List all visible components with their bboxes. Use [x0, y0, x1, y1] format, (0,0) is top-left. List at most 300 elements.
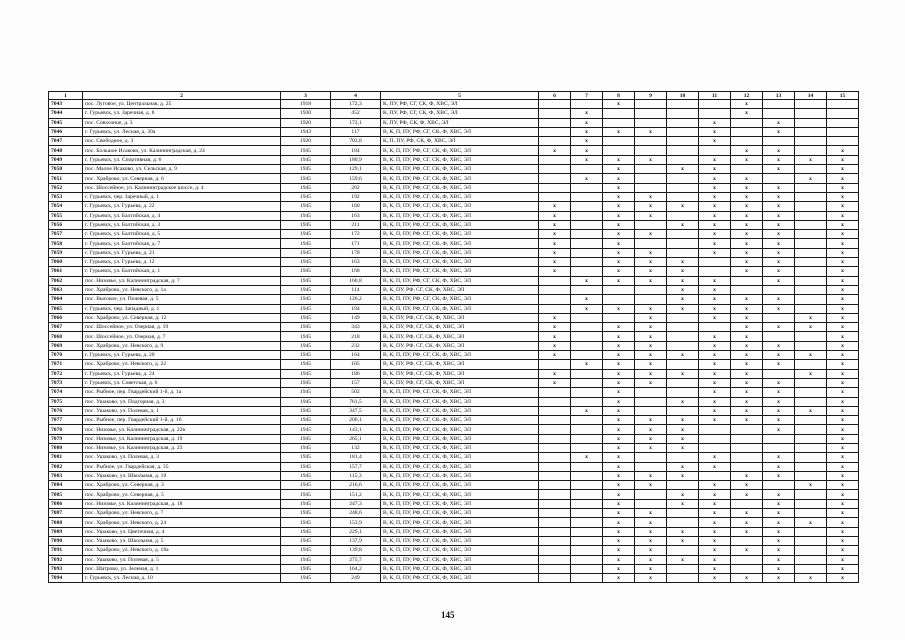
mark-cell	[571, 490, 603, 499]
mark-cell: x	[667, 471, 699, 480]
table-row	[49, 230, 859, 239]
mark-cell	[571, 202, 603, 211]
mark-cell: x	[731, 155, 763, 164]
mark-cell	[571, 165, 603, 174]
mark-cell: x	[603, 258, 635, 267]
mark-cell	[603, 146, 635, 155]
year-cell: 1945	[281, 202, 331, 211]
year-cell: 1945	[281, 536, 331, 545]
mark-cell: x	[603, 536, 635, 545]
address-cell: пос. Храброво, ул. Невского, д. 7	[83, 509, 281, 518]
mark-cell: x	[731, 341, 763, 350]
table-row	[49, 499, 859, 508]
systems-cell: В, К, ПУ, РФ, СГ, СК, Ф, ХВС, ЭЛ	[381, 332, 539, 341]
mark-cell: x	[731, 518, 763, 527]
mark-cell: x	[827, 174, 859, 183]
address-cell: пос. Ушаково, ул. Цветочная, д. 4	[83, 527, 281, 536]
year-cell: 1945	[281, 481, 331, 490]
mark-cell	[795, 183, 827, 192]
year-cell: 1945	[281, 267, 331, 276]
area-cell: 347,5	[331, 406, 381, 415]
mark-cell: x	[699, 220, 731, 229]
record-number: 7062	[49, 276, 83, 285]
record-number: 7082	[49, 462, 83, 471]
mark-cell: x	[603, 574, 635, 583]
mark-cell	[667, 155, 699, 164]
column-header: 3	[281, 92, 331, 100]
mark-cell: x	[603, 155, 635, 164]
year-cell: 1945	[281, 155, 331, 164]
year-cell: 1945	[281, 248, 331, 257]
systems-cell: В, К, П, ПУ, РФ, СГ, СК, Ф, ХВС, ЭЛ	[381, 295, 539, 304]
year-cell: 1945	[281, 518, 331, 527]
mark-cell: x	[603, 453, 635, 462]
mark-cell: x	[827, 388, 859, 397]
mark-cell: x	[571, 360, 603, 369]
mark-cell	[571, 434, 603, 443]
mark-cell: x	[699, 546, 731, 555]
systems-cell: В, К, П, ПУ, РФ, СГ, СК, Ф, ХВС, ЭЛ	[381, 146, 539, 155]
area-cell: 194	[331, 304, 381, 313]
systems-cell: В, К, П, ПУ, РФ, СГ, СК, Ф, ХВС, ЭЛ	[381, 453, 539, 462]
mark-cell	[795, 555, 827, 564]
mark-cell: x	[699, 462, 731, 471]
mark-cell	[699, 100, 731, 109]
record-number: 7065	[49, 304, 83, 313]
systems-cell: В, К, П, ПУ, РФ, СГ, СК, Ф, ХВС, ЭЛ	[381, 574, 539, 583]
systems-cell: В, К, ПУ, РФ, СГ, СК, Ф, ХВС, ЭЛ	[381, 369, 539, 378]
systems-cell: В, К, П, ПУ, РФ, СГ, СК, Ф, ХВС, ЭЛ	[381, 183, 539, 192]
mark-cell: x	[603, 481, 635, 490]
systems-cell: В, К, ПУ, РФ, СГ, СК, Ф, ХВС, ЭЛ	[381, 285, 539, 294]
mark-cell	[699, 109, 731, 118]
mark-cell: x	[699, 518, 731, 527]
table-row	[49, 211, 859, 220]
mark-cell: x	[795, 481, 827, 490]
mark-cell: x	[731, 574, 763, 583]
mark-cell: x	[635, 155, 667, 164]
area-cell: 157,7	[331, 462, 381, 471]
mark-cell	[539, 100, 571, 109]
table-row	[49, 490, 859, 499]
mark-cell: x	[699, 555, 731, 564]
mark-cell: x	[635, 276, 667, 285]
record-number: 7072	[49, 369, 83, 378]
address-cell: пос. Рыбное, пер. Гвардейский 1-й, д. 1а	[83, 388, 281, 397]
table-row	[49, 137, 859, 146]
record-number: 7048	[49, 146, 83, 155]
address-cell: пос. Низовье, ул. Калининградская, д. 7	[83, 276, 281, 285]
table-row	[49, 109, 859, 118]
mark-cell	[603, 109, 635, 118]
mark-cell	[667, 183, 699, 192]
mark-cell: x	[667, 527, 699, 536]
systems-cell: В, К, П, ПУ, РФ, СГ, СК, Ф, ХВС, ЭЛ	[381, 416, 539, 425]
table-row	[49, 323, 859, 332]
mark-cell: x	[699, 360, 731, 369]
year-cell: 1945	[281, 183, 331, 192]
mark-cell: x	[763, 425, 795, 434]
address-cell: г. Гурьевск, пер. Заречный, д. 1	[83, 192, 281, 201]
mark-cell: x	[699, 351, 731, 360]
mark-cell	[571, 481, 603, 490]
mark-cell	[731, 462, 763, 471]
mark-cell: x	[571, 127, 603, 136]
table-row	[49, 574, 859, 583]
mark-cell: x	[731, 192, 763, 201]
mark-cell	[539, 397, 571, 406]
mark-cell: x	[827, 304, 859, 313]
mark-cell	[635, 490, 667, 499]
mark-cell: x	[827, 416, 859, 425]
table-row	[49, 341, 859, 350]
mark-cell: x	[699, 165, 731, 174]
mark-cell	[539, 499, 571, 508]
mark-cell	[635, 220, 667, 229]
header-row	[49, 92, 859, 100]
address-cell: пос. Совхозное, д. 3	[83, 118, 281, 127]
mark-cell	[827, 137, 859, 146]
mark-cell	[635, 388, 667, 397]
mark-cell: x	[539, 378, 571, 387]
mark-cell: x	[763, 416, 795, 425]
mark-cell: x	[699, 490, 731, 499]
mark-cell	[795, 378, 827, 387]
mark-cell: x	[827, 443, 859, 452]
mark-cell: x	[827, 192, 859, 201]
mark-cell: x	[795, 406, 827, 415]
mark-cell: x	[763, 471, 795, 480]
area-cell: 126,2	[331, 295, 381, 304]
area-cell: 129,1	[331, 165, 381, 174]
area-cell: 502	[331, 388, 381, 397]
column-header: 12	[731, 92, 763, 100]
year-cell: 1945	[281, 369, 331, 378]
mark-cell: x	[539, 332, 571, 341]
mark-cell: x	[731, 481, 763, 490]
record-number: 7087	[49, 509, 83, 518]
mark-cell: x	[763, 341, 795, 350]
record-number: 7055	[49, 211, 83, 220]
mark-cell: x	[667, 295, 699, 304]
table-row	[49, 397, 859, 406]
address-cell: пос. Шоссейное, ул. Озерная, д. 19	[83, 323, 281, 332]
mark-cell	[539, 536, 571, 545]
mark-cell: x	[539, 351, 571, 360]
table-row	[49, 155, 859, 164]
address-cell: г. Гурьевск, ул. Балтийская, д. 5	[83, 230, 281, 239]
mark-cell	[827, 118, 859, 127]
table-row	[49, 527, 859, 536]
record-number: 7059	[49, 248, 83, 257]
mark-cell: x	[731, 258, 763, 267]
mark-cell: x	[763, 490, 795, 499]
mark-cell: x	[667, 397, 699, 406]
mark-cell: x	[731, 146, 763, 155]
mark-cell: x	[763, 146, 795, 155]
table-row	[49, 118, 859, 127]
mark-cell: x	[603, 509, 635, 518]
mark-cell: x	[667, 267, 699, 276]
mark-cell: x	[763, 267, 795, 276]
area-cell: 115,3	[331, 471, 381, 480]
mark-cell	[667, 137, 699, 146]
systems-cell: В, К, П, ПУ, РФ, СГ, СК, Ф, ХВС, ЭЛ	[381, 304, 539, 313]
record-number: 7054	[49, 202, 83, 211]
mark-cell: x	[827, 313, 859, 322]
mark-cell	[763, 174, 795, 183]
mark-cell: x	[763, 323, 795, 332]
year-cell: 1945	[281, 165, 331, 174]
table-row	[49, 555, 859, 564]
mark-cell: x	[635, 351, 667, 360]
mark-cell: x	[699, 211, 731, 220]
year-cell: 1920	[281, 118, 331, 127]
area-cell: 171	[331, 239, 381, 248]
mark-cell: x	[603, 490, 635, 499]
mark-cell	[571, 220, 603, 229]
mark-cell: x	[763, 118, 795, 127]
area-cell: 184	[331, 146, 381, 155]
record-number: 7050	[49, 165, 83, 174]
mark-cell: x	[635, 341, 667, 350]
column-header: 1	[49, 92, 83, 100]
mark-cell	[763, 481, 795, 490]
mark-cell	[603, 137, 635, 146]
mark-cell: x	[667, 276, 699, 285]
mark-cell	[763, 285, 795, 294]
record-number: 7079	[49, 434, 83, 443]
year-cell: 1945	[281, 239, 331, 248]
mark-cell	[667, 248, 699, 257]
mark-cell	[635, 137, 667, 146]
mark-cell	[571, 211, 603, 220]
mark-cell: x	[635, 369, 667, 378]
column-header: 7	[571, 92, 603, 100]
address-cell: пос. Храброво, ул. Северная, д. 5	[83, 490, 281, 499]
mark-cell	[795, 127, 827, 136]
mark-cell	[731, 499, 763, 508]
year-cell: 1945	[281, 416, 331, 425]
mark-cell: x	[827, 434, 859, 443]
record-number: 7071	[49, 360, 83, 369]
systems-cell: В, К, ПУ, РФ, СГ, СК, Ф, ХВС, ЭЛ	[381, 323, 539, 332]
mark-cell: x	[539, 267, 571, 276]
area-cell: 168	[331, 267, 381, 276]
address-cell: пос. Храброво, ул. Невского, д. 24	[83, 518, 281, 527]
table-row	[49, 202, 859, 211]
systems-cell: В, К, ПУ, РФ, СГ, СК, Ф, ХВС, ЭЛ	[381, 360, 539, 369]
mark-cell: x	[539, 323, 571, 332]
systems-cell: В, К, П, ПУ, РФ, СГ, СК, Ф, ХВС, ЭЛ	[381, 388, 539, 397]
mark-cell	[667, 109, 699, 118]
mark-cell	[667, 509, 699, 518]
mark-cell: x	[827, 555, 859, 564]
mark-cell	[539, 285, 571, 294]
mark-cell: x	[699, 341, 731, 350]
address-cell: пос. Храброво, ул. Невского, д. 1а	[83, 285, 281, 294]
area-cell: 192	[331, 192, 381, 201]
systems-cell: В, К, П, ПУ, РФ, СГ, СК, Ф, ХВС, ЭЛ	[381, 276, 539, 285]
mark-cell: x	[763, 220, 795, 229]
mark-cell	[795, 192, 827, 201]
mark-cell: x	[603, 341, 635, 350]
mark-cell	[795, 499, 827, 508]
mark-cell	[635, 109, 667, 118]
address-cell: пос. Шоссейное, ул. Озерная, д. 7	[83, 332, 281, 341]
column-header: 15	[827, 92, 859, 100]
mark-cell: x	[827, 574, 859, 583]
mark-cell: x	[667, 434, 699, 443]
mark-cell: x	[699, 155, 731, 164]
mark-cell: x	[827, 323, 859, 332]
systems-cell: В, К, П, ПУ, РФ, СГ, СК, Ф, ХВС, ЭЛ	[381, 220, 539, 229]
mark-cell: x	[731, 202, 763, 211]
mark-cell: x	[731, 406, 763, 415]
mark-cell	[539, 481, 571, 490]
mark-cell: x	[731, 183, 763, 192]
mark-cell: x	[827, 527, 859, 536]
mark-cell: x	[635, 555, 667, 564]
mark-cell	[635, 239, 667, 248]
record-number: 7075	[49, 397, 83, 406]
address-cell: пос. Рыбное, пер. Гвардейский 1-й, д. 16	[83, 416, 281, 425]
year-cell: 1945	[281, 527, 331, 536]
column-header: 8	[603, 92, 635, 100]
mark-cell: x	[763, 462, 795, 471]
area-cell: 172,3	[331, 100, 381, 109]
table-body	[49, 92, 859, 583]
record-number: 7089	[49, 527, 83, 536]
mark-cell: x	[827, 155, 859, 164]
mark-cell	[571, 555, 603, 564]
mark-cell: x	[731, 239, 763, 248]
mark-cell: x	[731, 388, 763, 397]
address-cell: пос. Низовье, ул. Калининградская, д. 19	[83, 434, 281, 443]
mark-cell	[667, 341, 699, 350]
area-cell: 159,6	[331, 174, 381, 183]
area-cell: 206,1	[331, 416, 381, 425]
mark-cell: x	[731, 220, 763, 229]
mark-cell: x	[699, 295, 731, 304]
mark-cell: x	[603, 239, 635, 248]
mark-cell: x	[731, 174, 763, 183]
address-cell: г. Гурьевск, ул. Заречная, д. 8	[83, 109, 281, 118]
mark-cell	[667, 174, 699, 183]
mark-cell: x	[603, 499, 635, 508]
mark-cell	[699, 443, 731, 452]
mark-cell: x	[827, 518, 859, 527]
mark-cell: x	[763, 248, 795, 257]
mark-cell	[539, 276, 571, 285]
mark-cell	[667, 192, 699, 201]
mark-cell: x	[571, 406, 603, 415]
mark-cell: x	[667, 536, 699, 545]
mark-cell	[539, 127, 571, 136]
mark-cell	[827, 127, 859, 136]
mark-cell: x	[699, 481, 731, 490]
mark-cell: x	[699, 388, 731, 397]
year-cell: 1945	[281, 443, 331, 452]
mark-cell	[795, 546, 827, 555]
record-number: 7090	[49, 536, 83, 545]
mark-cell	[539, 304, 571, 313]
table-row	[49, 100, 859, 109]
mark-cell	[795, 341, 827, 350]
mark-cell: x	[635, 536, 667, 545]
area-cell: 157	[331, 378, 381, 387]
year-cell: 1945	[281, 462, 331, 471]
year-cell: 1945	[281, 499, 331, 508]
systems-cell: В, К, П, ПУ, РФ, СГ, СК, Ф, ХВС, ЭЛ	[381, 518, 539, 527]
systems-cell: В, К, П, ПУ, РФ, СГ, СК, Ф, ХВС, ЭЛ	[381, 462, 539, 471]
mark-cell: x	[827, 285, 859, 294]
systems-cell: В, К, П, ПУ, РФ, СГ, СК, Ф, ХВС, ЭЛ	[381, 239, 539, 248]
mark-cell	[571, 230, 603, 239]
mark-cell: x	[603, 518, 635, 527]
year-cell: 1945	[281, 304, 331, 313]
mark-cell: x	[699, 499, 731, 508]
year-cell: 1945	[281, 230, 331, 239]
mark-cell: x	[603, 360, 635, 369]
mark-cell: x	[763, 527, 795, 536]
mark-cell: x	[699, 248, 731, 257]
mark-cell	[795, 434, 827, 443]
table-row	[49, 332, 859, 341]
address-cell: пос. Ушаково, ул. Школьная, д. 5	[83, 536, 281, 545]
mark-cell	[667, 118, 699, 127]
mark-cell	[635, 118, 667, 127]
mark-cell	[571, 332, 603, 341]
mark-cell	[539, 388, 571, 397]
mark-cell: x	[635, 258, 667, 267]
mark-cell	[539, 360, 571, 369]
mark-cell: x	[667, 285, 699, 294]
mark-cell	[539, 406, 571, 415]
mark-cell	[699, 434, 731, 443]
mark-cell: x	[635, 574, 667, 583]
mark-cell: x	[827, 183, 859, 192]
mark-cell: x	[635, 416, 667, 425]
mark-cell: x	[603, 183, 635, 192]
mark-cell	[571, 397, 603, 406]
address-cell: пос. Низовье, ул. Калининградская, д. 22в	[83, 425, 281, 434]
mark-cell	[635, 174, 667, 183]
mark-cell: x	[603, 564, 635, 573]
mark-cell: x	[795, 155, 827, 164]
mark-cell: x	[827, 230, 859, 239]
mark-cell: x	[603, 378, 635, 387]
mark-cell: x	[603, 332, 635, 341]
mark-cell	[571, 323, 603, 332]
table-row	[49, 443, 859, 452]
mark-cell: x	[763, 211, 795, 220]
mark-cell: x	[827, 453, 859, 462]
mark-cell: x	[827, 351, 859, 360]
address-cell: пос. Храброво, ул. Северная, д. 3	[83, 481, 281, 490]
mark-cell	[539, 434, 571, 443]
mark-cell	[667, 146, 699, 155]
mark-cell: x	[699, 574, 731, 583]
area-cell: 151,2	[331, 490, 381, 499]
column-header: 10	[667, 92, 699, 100]
mark-cell: x	[827, 471, 859, 480]
mark-cell: x	[699, 239, 731, 248]
mark-cell: x	[763, 509, 795, 518]
mark-cell	[731, 434, 763, 443]
mark-cell	[571, 258, 603, 267]
mark-cell: x	[603, 425, 635, 434]
